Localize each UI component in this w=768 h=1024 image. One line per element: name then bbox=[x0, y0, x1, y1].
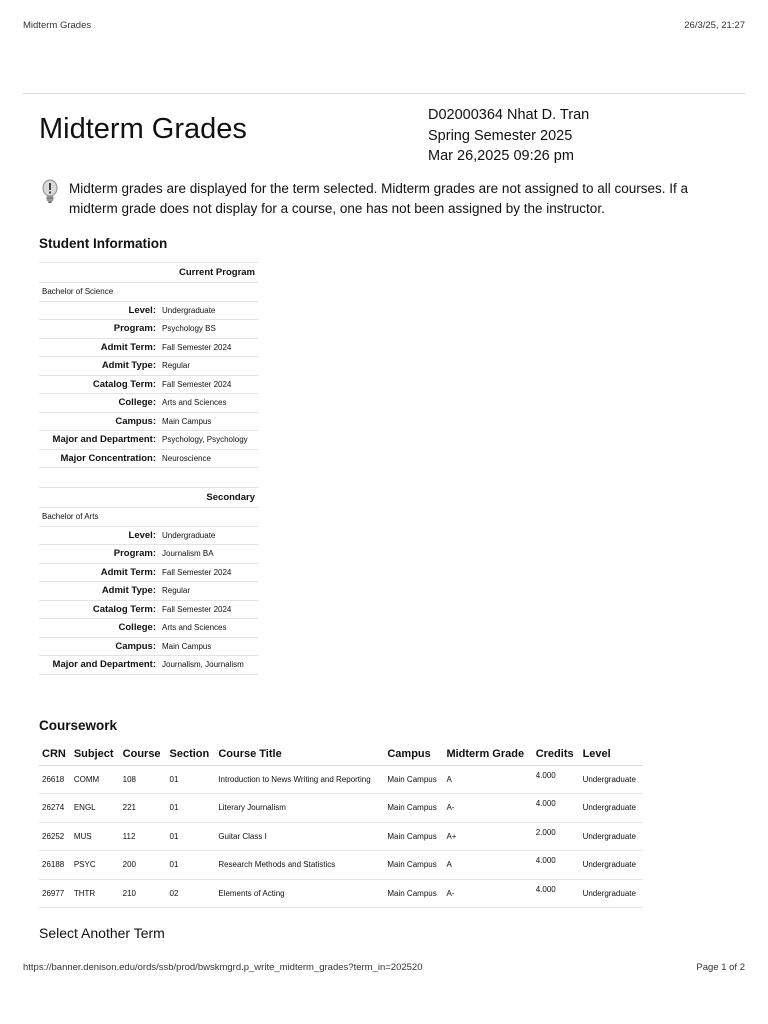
course-cell-crn: 26977 bbox=[39, 879, 71, 908]
course-cell-subject: THTR bbox=[71, 879, 120, 908]
course-cell-level: Undergraduate bbox=[580, 879, 643, 908]
print-header bbox=[23, 20, 745, 31]
column-header-crn: CRN bbox=[39, 743, 71, 765]
program-info-value: Main Campus bbox=[159, 412, 258, 431]
program-degree: Bachelor of Science bbox=[39, 283, 258, 302]
column-header-course-title: Course Title bbox=[215, 743, 384, 765]
course-cell-campus: Main Campus bbox=[384, 794, 443, 823]
course-cell-level: Undergraduate bbox=[580, 822, 643, 851]
course-row bbox=[39, 765, 643, 794]
program-info-value: Regular bbox=[159, 582, 258, 601]
program-info-value: Undergraduate bbox=[159, 526, 258, 545]
column-header-section: Section bbox=[167, 743, 216, 765]
course-cell-crn: 26188 bbox=[39, 851, 71, 880]
program-info-row bbox=[39, 545, 258, 564]
course-cell-course: 210 bbox=[120, 879, 167, 908]
course-cell-credits: 4.000 bbox=[533, 765, 580, 794]
course-cell-level: Undergraduate bbox=[580, 794, 643, 823]
print-footer-url: https://banner.denison.edu/ords/ssb/prod/bwskmgrd.p_write_midterm_grades?term_in=202520 bbox=[23, 962, 423, 973]
program-degree-row bbox=[39, 283, 258, 302]
program-info-row bbox=[39, 320, 258, 339]
course-cell-section: 01 bbox=[167, 794, 216, 823]
program-info-label: College: bbox=[39, 394, 159, 413]
course-cell-level: Undergraduate bbox=[580, 765, 643, 794]
course-cell-credits: 2.000 bbox=[533, 822, 580, 851]
program-info-label: Catalog Term: bbox=[39, 375, 159, 394]
program-info-value: Fall Semester 2024 bbox=[159, 338, 258, 357]
program-info-value: Regular bbox=[159, 357, 258, 376]
program-info-label: College: bbox=[39, 619, 159, 638]
program-info-value: Journalism BA bbox=[159, 545, 258, 564]
program-info-value: Psychology BS bbox=[159, 320, 258, 339]
info-text: Midterm grades are displayed for the term selected. Midterm grades are not assigned to all courses. If a midterm grade does not display for a course, one has not been assigned by the instructor. bbox=[69, 181, 689, 216]
course-cell-credits: 4.000 bbox=[533, 794, 580, 823]
course-cell-crn: 26618 bbox=[39, 765, 71, 794]
coursework-table bbox=[39, 743, 643, 908]
course-cell-credits: 4.000 bbox=[533, 879, 580, 908]
program-info-label: Major and Department: bbox=[39, 431, 159, 450]
program-info-label: Campus: bbox=[39, 637, 159, 656]
course-cell-course-title: Literary Journalism bbox=[215, 794, 384, 823]
program-info-row bbox=[39, 375, 258, 394]
course-cell-crn: 26274 bbox=[39, 794, 71, 823]
program-degree: Bachelor of Arts bbox=[39, 508, 258, 527]
course-cell-midterm-grade: A bbox=[443, 851, 532, 880]
column-header-course: Course bbox=[120, 743, 167, 765]
program-info-row bbox=[39, 412, 258, 431]
current-program-table bbox=[39, 262, 258, 468]
print-footer bbox=[23, 962, 745, 973]
info-lightbulb-icon bbox=[39, 179, 61, 205]
program-info-row bbox=[39, 563, 258, 582]
course-cell-midterm-grade: A- bbox=[443, 879, 532, 908]
course-cell-subject: ENGL bbox=[71, 794, 120, 823]
course-row bbox=[39, 879, 643, 908]
print-header-timestamp: 26/3/25, 21:27 bbox=[684, 20, 745, 31]
program-info-value: Arts and Sciences bbox=[159, 394, 258, 413]
column-header-subject: Subject bbox=[71, 743, 120, 765]
column-header-credits: Credits bbox=[533, 743, 580, 765]
print-header-title: Midterm Grades bbox=[23, 20, 92, 31]
program-header: Current Program bbox=[39, 263, 258, 283]
course-cell-course: 112 bbox=[120, 822, 167, 851]
course-cell-credits: 4.000 bbox=[533, 851, 580, 880]
student-id-name: D02000364 Nhat D. Tran bbox=[428, 107, 590, 123]
program-info-label: Admit Type: bbox=[39, 582, 159, 601]
program-info-label: Program: bbox=[39, 545, 159, 564]
program-info-value: Fall Semester 2024 bbox=[159, 563, 258, 582]
info-message bbox=[39, 179, 739, 219]
course-cell-course: 108 bbox=[120, 765, 167, 794]
program-info-label: Catalog Term: bbox=[39, 600, 159, 619]
program-info-label: Level: bbox=[39, 526, 159, 545]
course-cell-crn: 26252 bbox=[39, 822, 71, 851]
course-row bbox=[39, 822, 643, 851]
course-cell-section: 01 bbox=[167, 765, 216, 794]
column-header-campus: Campus bbox=[384, 743, 443, 765]
column-header-level: Level bbox=[580, 743, 643, 765]
course-cell-midterm-grade: A- bbox=[443, 794, 532, 823]
program-info-value: Main Campus bbox=[159, 637, 258, 656]
course-cell-midterm-grade: A bbox=[443, 765, 532, 794]
program-info-label: Admit Term: bbox=[39, 563, 159, 582]
program-info-row bbox=[39, 582, 258, 601]
program-info-value: Arts and Sciences bbox=[159, 619, 258, 638]
student-information-heading: Student Information bbox=[39, 236, 168, 251]
program-info-row bbox=[39, 526, 258, 545]
course-cell-midterm-grade: A+ bbox=[443, 822, 532, 851]
course-cell-course: 221 bbox=[120, 794, 167, 823]
course-cell-subject: MUS bbox=[71, 822, 120, 851]
program-info-value: Undergraduate bbox=[159, 301, 258, 320]
student-datetime: Mar 26,2025 09:26 pm bbox=[428, 148, 574, 164]
course-cell-course: 200 bbox=[120, 851, 167, 880]
program-info-row bbox=[39, 619, 258, 638]
course-row bbox=[39, 794, 643, 823]
program-info-row bbox=[39, 449, 258, 468]
course-row bbox=[39, 851, 643, 880]
program-header-row bbox=[39, 263, 258, 283]
course-cell-campus: Main Campus bbox=[384, 765, 443, 794]
course-cell-course-title: Research Methods and Statistics bbox=[215, 851, 384, 880]
column-header-midterm-grade: Midterm Grade bbox=[443, 743, 532, 765]
program-info-row bbox=[39, 301, 258, 320]
program-info-label: Level: bbox=[39, 301, 159, 320]
program-info-label: Admit Type: bbox=[39, 357, 159, 376]
program-info-row bbox=[39, 431, 258, 450]
course-cell-campus: Main Campus bbox=[384, 822, 443, 851]
program-info-row bbox=[39, 338, 258, 357]
program-info-value: Journalism, Journalism bbox=[159, 656, 258, 675]
course-cell-section: 01 bbox=[167, 851, 216, 880]
student-meta bbox=[428, 105, 589, 167]
student-term: Spring Semester 2025 bbox=[428, 127, 573, 144]
coursework-heading: Coursework bbox=[39, 718, 118, 733]
program-info-label: Major Concentration: bbox=[39, 449, 159, 468]
print-footer-page-number: Page 1 of 2 bbox=[696, 962, 745, 973]
program-info-label: Admit Term: bbox=[39, 338, 159, 357]
page-title: Midterm Grades bbox=[39, 113, 247, 145]
course-cell-course-title: Guitar Class I bbox=[215, 822, 384, 851]
program-info-row bbox=[39, 637, 258, 656]
program-info-row bbox=[39, 600, 258, 619]
program-info-label: Campus: bbox=[39, 412, 159, 431]
program-header: Secondary bbox=[39, 488, 258, 508]
program-info-row bbox=[39, 656, 258, 675]
course-cell-section: 02 bbox=[167, 879, 216, 908]
program-info-row bbox=[39, 394, 258, 413]
program-info-value: Psychology, Psychology bbox=[159, 431, 258, 450]
program-info-label: Major and Department: bbox=[39, 656, 159, 675]
course-cell-level: Undergraduate bbox=[580, 851, 643, 880]
program-degree-row bbox=[39, 508, 258, 527]
program-info-value: Fall Semester 2024 bbox=[159, 600, 258, 619]
program-info-row bbox=[39, 357, 258, 376]
course-cell-campus: Main Campus bbox=[384, 879, 443, 908]
secondary-program-table bbox=[39, 487, 258, 675]
program-header-row bbox=[39, 488, 258, 508]
select-another-term-link[interactable]: Select Another Term bbox=[39, 925, 165, 941]
course-cell-subject: PSYC bbox=[71, 851, 120, 880]
course-cell-course-title: Elements of Acting bbox=[215, 879, 384, 908]
program-info-value: Fall Semester 2024 bbox=[159, 375, 258, 394]
course-cell-course-title: Introduction to News Writing and Reporting bbox=[215, 765, 384, 794]
course-cell-section: 01 bbox=[167, 822, 216, 851]
program-info-value: Neuroscience bbox=[159, 449, 258, 468]
course-cell-campus: Main Campus bbox=[384, 851, 443, 880]
program-info-label: Program: bbox=[39, 320, 159, 339]
course-cell-subject: COMM bbox=[71, 765, 120, 794]
header-divider bbox=[23, 93, 745, 94]
